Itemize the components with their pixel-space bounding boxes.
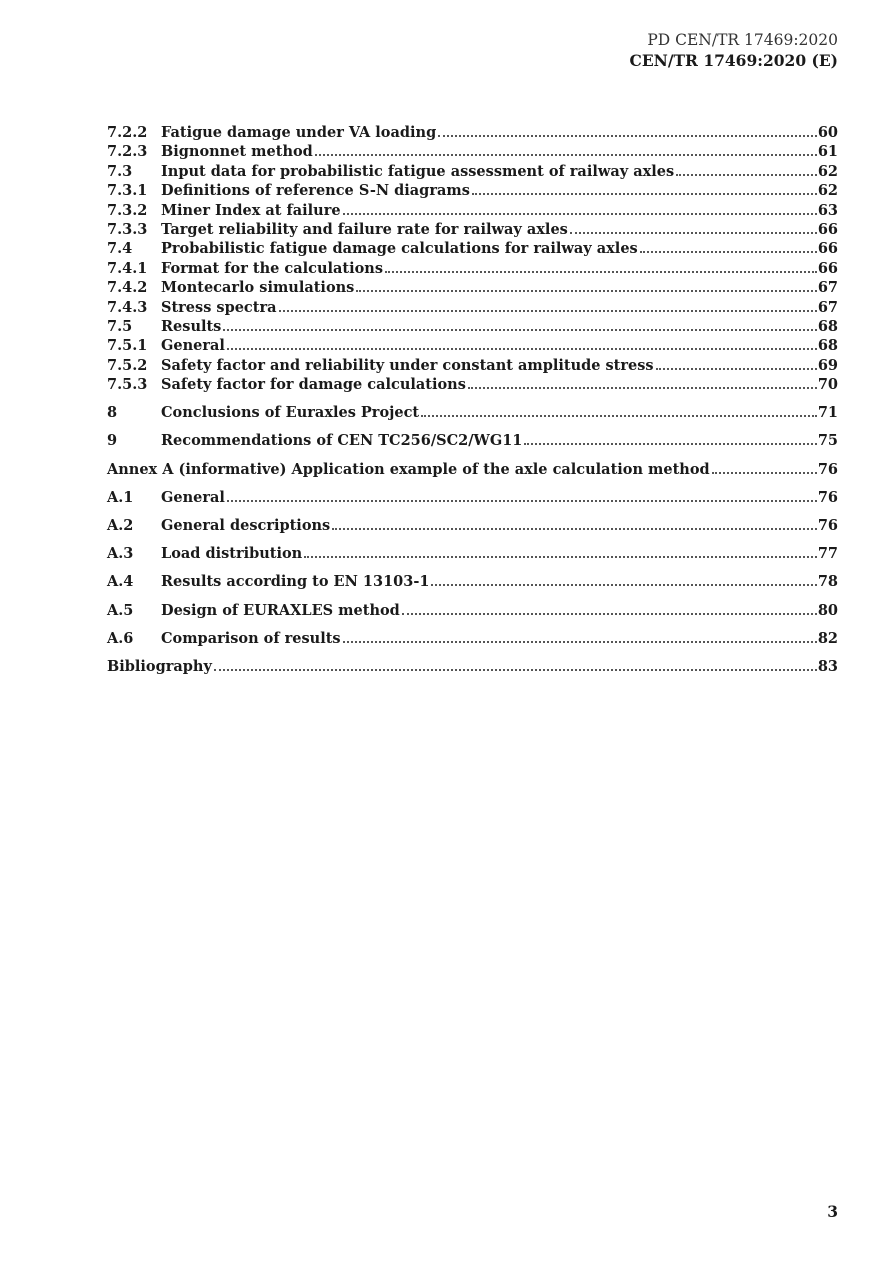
- toc-entry-page: 60: [817, 124, 838, 141]
- toc-entry-page: 69: [817, 356, 838, 374]
- toc-dot-leader: [472, 193, 817, 195]
- toc-entry-number: 7.3.2: [107, 201, 148, 219]
- toc-entry-number: 7.4.1: [107, 259, 148, 277]
- toc-entry-title: Conclusions of Euraxles Project: [161, 404, 420, 422]
- toc-entry-title: Input data for probabilistic fatigue assessment of railway axles: [161, 162, 675, 180]
- toc-dot-leader: [315, 154, 817, 156]
- toc-entry[interactable]: [107, 201, 838, 220]
- toc-entry-page: 67: [817, 298, 838, 316]
- toc-entry-number: A.3: [107, 545, 134, 563]
- toc-entry-page: 77: [817, 545, 838, 563]
- toc-dot-leader: [438, 135, 817, 137]
- toc-entry-title: General descriptions: [161, 517, 331, 535]
- toc-dot-leader: [279, 310, 817, 312]
- toc-entry-page: 78: [817, 573, 838, 591]
- toc-entry[interactable]: [107, 375, 838, 394]
- toc-entry[interactable]: [107, 278, 838, 297]
- toc-entry[interactable]: [107, 601, 838, 620]
- toc-entry[interactable]: [107, 431, 838, 450]
- toc-entry[interactable]: [107, 317, 838, 336]
- toc-entry[interactable]: [107, 181, 838, 200]
- header-document-id-english: CEN/TR 17469:2020 (E): [629, 51, 838, 70]
- toc-dot-leader: [304, 556, 817, 558]
- toc-entry-page: 62: [817, 182, 838, 200]
- toc-entry-page: 67: [817, 279, 838, 297]
- toc-dot-leader: [431, 584, 816, 586]
- toc-dot-leader: [343, 213, 817, 215]
- toc-entry[interactable]: [107, 516, 838, 535]
- toc-entry-title: Load distribution: [161, 545, 303, 563]
- toc-dot-leader: [214, 669, 817, 671]
- toc-entry[interactable]: [107, 657, 838, 676]
- toc-entry-page: 66: [817, 220, 838, 238]
- toc-entry-title: Bibliography: [107, 657, 212, 675]
- toc-entry-title: Safety factor for damage calculations: [161, 376, 466, 394]
- toc-entry-number: A.6: [107, 629, 134, 647]
- toc-entry-page: 75: [817, 432, 838, 450]
- toc-entry-page: 68: [817, 337, 838, 355]
- toc-entry-number: 7.3.3: [107, 220, 148, 238]
- toc-entry-title: Probabilistic fatigue damage calculations for railway axles: [161, 240, 638, 258]
- toc-entry-number: 7.2.2: [107, 124, 148, 141]
- toc-entry[interactable]: [107, 356, 838, 375]
- toc-dot-leader: [676, 174, 817, 176]
- toc-dot-leader: [343, 641, 817, 643]
- toc-entry-page: 83: [817, 657, 838, 675]
- toc-dot-leader: [356, 290, 816, 292]
- toc-entry-number: 7.3: [107, 162, 133, 180]
- toc-entry-page: 61: [817, 143, 838, 161]
- toc-entry-title: Results: [161, 317, 222, 335]
- toc-dot-leader: [402, 613, 817, 615]
- toc-entry-number: 7.5.3: [107, 376, 148, 394]
- toc-entry-number: 7.2.3: [107, 143, 148, 161]
- toc-dot-leader: [640, 251, 817, 253]
- toc-entry-page: 63: [817, 201, 838, 219]
- toc-dot-leader: [468, 387, 817, 389]
- toc-entry-page: 76: [817, 517, 838, 535]
- toc-entry-title: Design of EURAXLES method: [161, 601, 400, 619]
- toc-dot-leader: [712, 472, 817, 474]
- toc-entry-title: Comparison of results: [161, 629, 341, 647]
- toc-dot-leader: [421, 415, 817, 417]
- toc-entry[interactable]: [107, 220, 838, 239]
- toc-entry-title: Stress spectra: [161, 298, 277, 316]
- toc-entry-title: Results according to EN 13103-1: [161, 573, 430, 591]
- toc-dot-leader: [656, 368, 817, 370]
- toc-dot-leader: [227, 348, 817, 350]
- toc-entry-title: Recommendations of CEN TC256/SC2/WG11: [161, 432, 523, 450]
- toc-entry-number: A.5: [107, 601, 134, 619]
- toc-entry-number: 7.3.1: [107, 182, 148, 200]
- toc-dot-leader: [223, 329, 816, 331]
- header-document-id: PD CEN/TR 17469:2020: [647, 31, 838, 49]
- toc-entry[interactable]: [107, 123, 838, 142]
- toc-entry[interactable]: [107, 572, 838, 591]
- toc-entry-page: 76: [817, 488, 838, 506]
- toc-dot-leader: [524, 443, 816, 445]
- toc-entry[interactable]: [107, 544, 838, 563]
- toc-entry-title: Target reliability and failure rate for railway axles: [161, 220, 568, 238]
- toc-entry-title: Montecarlo simulations: [161, 279, 355, 297]
- toc-entry-page: 68: [817, 317, 838, 335]
- toc-entry[interactable]: [107, 460, 838, 479]
- toc-entry-number: 7.5: [107, 317, 133, 335]
- toc-entry-title: Fatigue damage under VA loading: [161, 124, 437, 141]
- toc-entry-number: 7.4.3: [107, 298, 148, 316]
- toc-dot-leader: [227, 500, 817, 502]
- toc-entry-title: Safety factor and reliability under constant amplitude stress: [161, 356, 654, 374]
- toc-entry-page: 62: [817, 162, 838, 180]
- toc-entry[interactable]: [107, 298, 838, 317]
- toc-entry[interactable]: [107, 259, 838, 278]
- toc-entry[interactable]: [107, 162, 838, 181]
- toc-entry-page: 82: [817, 629, 838, 647]
- toc-entry[interactable]: [107, 403, 838, 422]
- toc-entry-page: 66: [817, 240, 838, 258]
- toc-entry-title: General: [161, 488, 225, 506]
- toc-entry-number: A.2: [107, 517, 134, 535]
- toc-entry[interactable]: [107, 142, 838, 161]
- toc-entry-page: 76: [817, 460, 838, 478]
- toc-entry-number: A.1: [107, 488, 134, 506]
- toc-entry-number: 9: [107, 432, 118, 450]
- toc-entry-number: 7.4.2: [107, 279, 148, 297]
- toc-entry-number: 7.5.2: [107, 356, 148, 374]
- page-number: 3: [827, 1202, 838, 1221]
- page-header: [630, 30, 838, 71]
- toc-entry-number: A.4: [107, 573, 134, 591]
- toc-entry[interactable]: [107, 629, 838, 648]
- toc-entry[interactable]: [107, 336, 838, 355]
- toc-entry-title: Bignonnet method: [161, 143, 313, 161]
- toc-dot-leader: [332, 528, 817, 530]
- toc-entry[interactable]: [107, 239, 838, 258]
- toc-entry-page: 71: [817, 404, 838, 422]
- toc-entry-title: General: [161, 337, 225, 355]
- toc-entry-page: 66: [817, 259, 838, 277]
- toc-entry-number: 7.5.1: [107, 337, 148, 355]
- table-of-contents: [107, 123, 838, 676]
- toc-entry-title: Annex A (informative) Application example of the axle calculation method: [107, 460, 710, 478]
- toc-dot-leader: [570, 232, 817, 234]
- toc-entry[interactable]: [107, 488, 838, 507]
- toc-dot-leader: [385, 271, 817, 273]
- toc-entry-page: 70: [817, 376, 838, 394]
- toc-entry-title: Definitions of reference S-N diagrams: [161, 182, 470, 200]
- toc-entry-number: 8: [107, 404, 118, 422]
- toc-entry-title: Format for the calculations: [161, 259, 383, 277]
- toc-entry-number: 7.4: [107, 240, 133, 258]
- toc-entry-page: 80: [817, 601, 838, 619]
- toc-entry-title: Miner Index at failure: [161, 201, 341, 219]
